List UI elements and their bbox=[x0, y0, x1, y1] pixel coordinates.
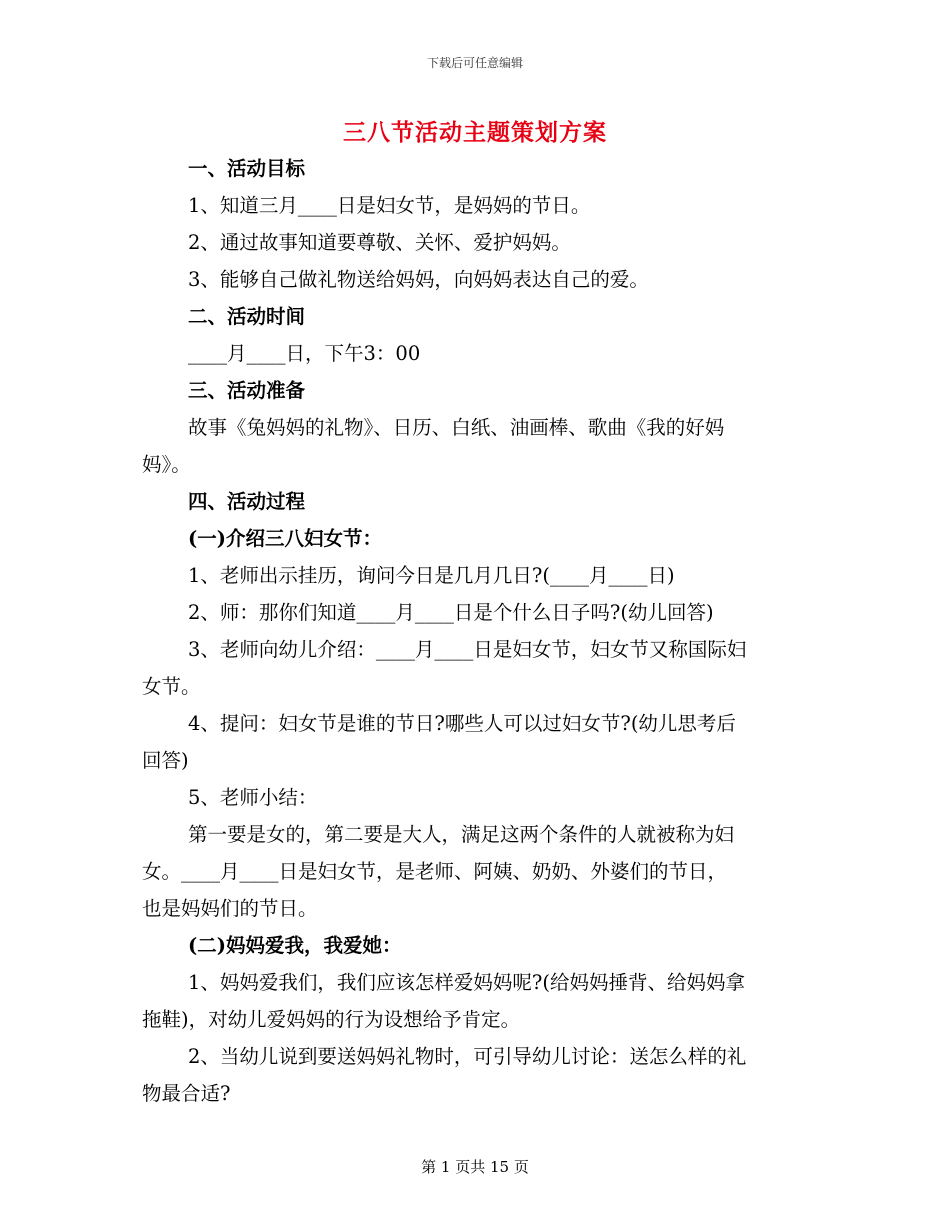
section-heading: (一)介绍三八妇女节： bbox=[188, 527, 382, 550]
document-body bbox=[142, 150, 810, 1112]
paragraph-line: 4、提问：妇女节是谁的节日?哪些人可以过妇女节?(幼儿思考后 bbox=[188, 712, 736, 735]
paragraph-line: 1、老师出示挂历，询问今日是几月几日?(____月____日) bbox=[188, 564, 675, 587]
section-heading: 一、活动目标 bbox=[188, 157, 306, 180]
paragraph-line: 妈》。 bbox=[142, 453, 191, 476]
paragraph-line: 1、知道三月____日是妇女节，是妈妈的节日。 bbox=[188, 194, 591, 217]
paragraph-line: 拖鞋)，对幼儿爱妈妈的行为设想给予肯定。 bbox=[142, 1008, 521, 1031]
paragraph-line: 3、能够自己做礼物送给妈妈，向妈妈表达自己的爱。 bbox=[188, 268, 649, 291]
header-note: 下载后可任意编辑 bbox=[426, 56, 523, 70]
paragraph-line: 故事《兔妈妈的礼物》、日历、白纸、油画棒、歌曲《我的好妈 bbox=[188, 416, 725, 439]
document-title: 三八节活动主题策划方案 bbox=[343, 119, 607, 146]
paragraph-line: 女。____月____日是妇女节，是老师、阿姨、奶奶、外婆们的节日， bbox=[142, 860, 728, 883]
section-heading: (二)妈妈爱我，我爱她： bbox=[188, 934, 402, 957]
paragraph-line: 也是妈妈们的节日。 bbox=[142, 897, 318, 920]
section-heading: 三、活动准备 bbox=[188, 379, 306, 402]
paragraph-line: 2、通过故事知道要尊敬、关怀、爱护妈妈。 bbox=[188, 231, 571, 254]
paragraph-line: 回答) bbox=[142, 749, 189, 772]
page-footer: 第 1 页共 15 页 bbox=[421, 1158, 529, 1176]
section-heading: 二、活动时间 bbox=[188, 305, 306, 328]
paragraph-line: 1、妈妈爱我们，我们应该怎样爱妈妈呢?(给妈妈捶背、给妈妈拿 bbox=[188, 971, 745, 994]
paragraph-line: 第一要是女的，第二要是大人，满足这两个条件的人就被称为妇 bbox=[188, 823, 735, 846]
paragraph-line: 物最合适? bbox=[142, 1082, 231, 1105]
paragraph-line: 5、老师小结： bbox=[188, 786, 318, 809]
paragraph-line: ____月____日，下午3：00 bbox=[188, 342, 421, 365]
paragraph-line: 3、老师向幼儿介绍：____月____日是妇女节，妇女节又称国际妇 bbox=[188, 638, 747, 661]
paragraph-line: 女节。 bbox=[142, 675, 201, 698]
paragraph-line: 2、师：那你们知道____月____日是个什么日子吗?(幼儿回答) bbox=[188, 601, 714, 624]
section-heading: 四、活动过程 bbox=[188, 490, 306, 513]
paragraph-line: 2、当幼儿说到要送妈妈礼物时，可引导幼儿讨论：送怎么样的礼 bbox=[188, 1045, 747, 1068]
